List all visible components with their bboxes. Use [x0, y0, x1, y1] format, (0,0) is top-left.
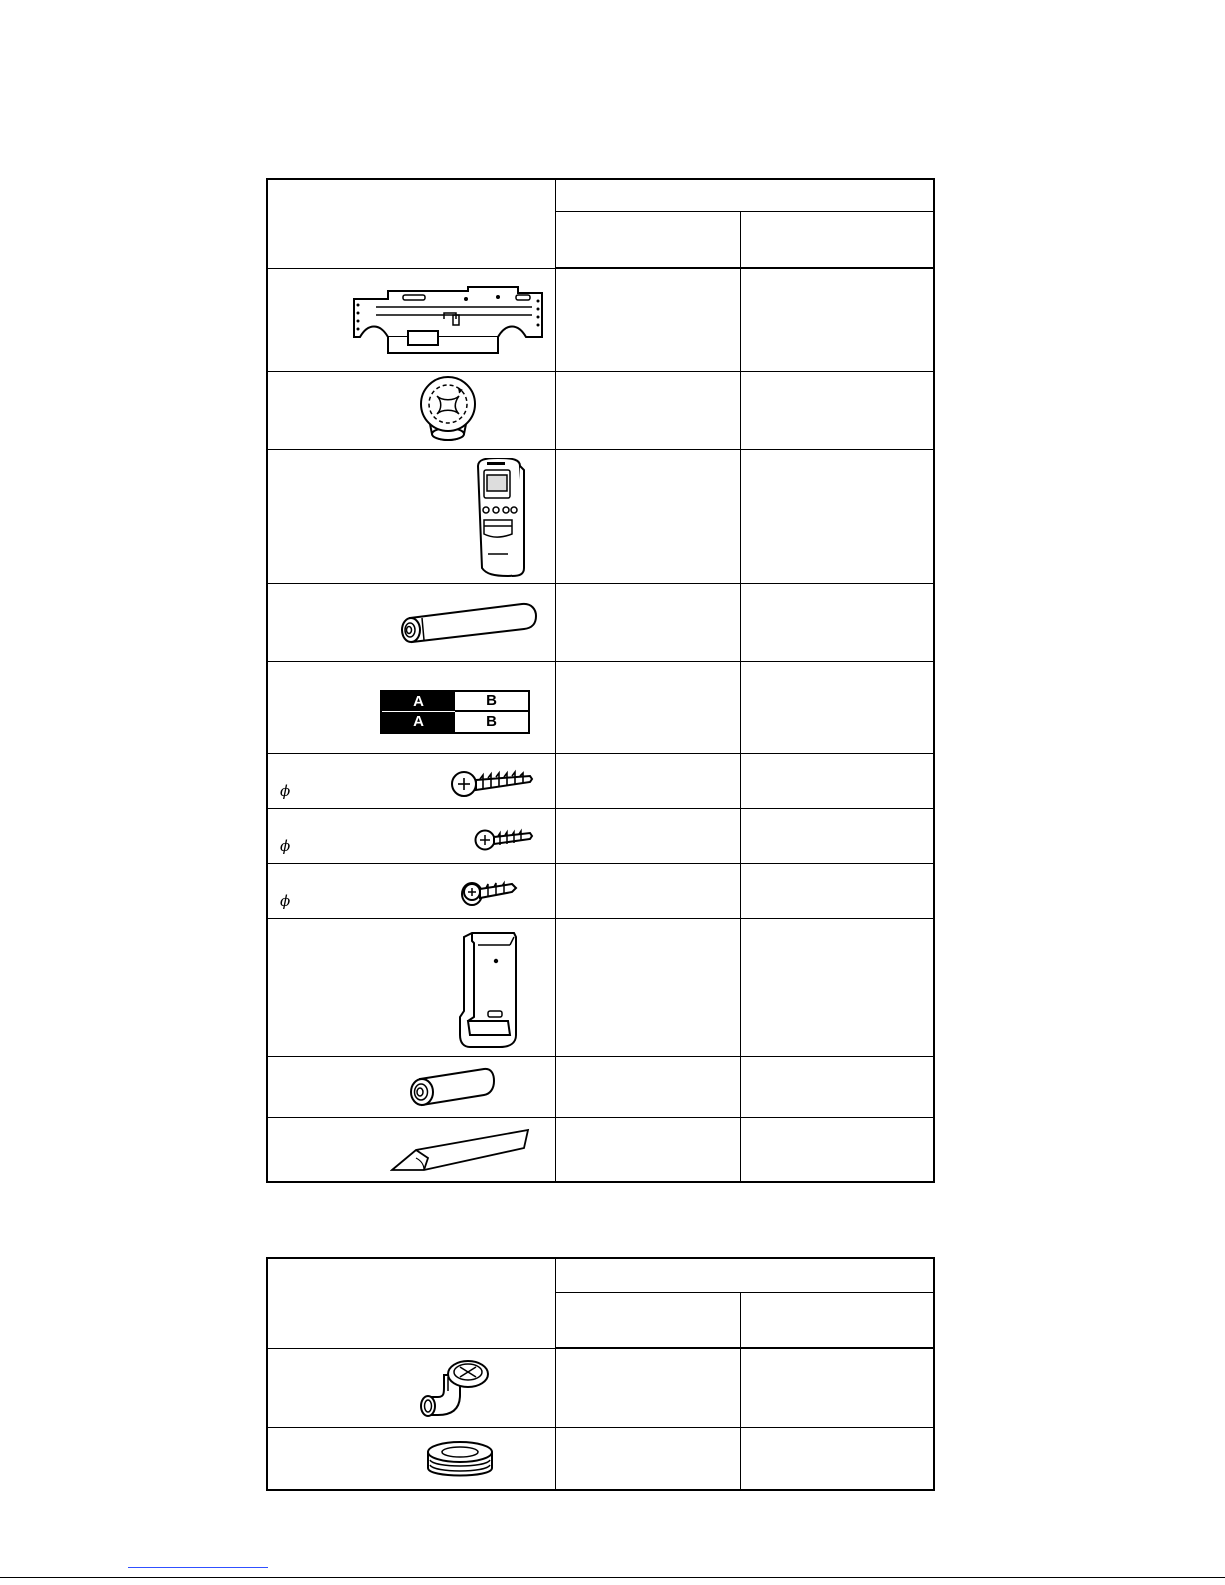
quantity-cell [555, 583, 740, 661]
part-cell [267, 1056, 555, 1117]
part-cell [267, 583, 555, 661]
part-cell [267, 918, 555, 1056]
header-part-name [267, 179, 555, 268]
quantity-cell [740, 583, 934, 661]
quantity-cell [555, 371, 740, 449]
drain-elbow-icon [418, 1357, 492, 1421]
drain-cap-icon [424, 1438, 496, 1484]
header-quantity-col-b [740, 1292, 934, 1348]
table-row [267, 371, 934, 449]
page-bottom-rule [0, 1577, 1225, 1578]
part-cell [267, 449, 555, 583]
table-row [267, 753, 934, 808]
diameter-symbol: ϕ [280, 836, 291, 855]
part-cell [267, 661, 555, 753]
insulation-roll-icon [408, 1067, 496, 1109]
quantity-cell [740, 753, 934, 808]
header-quantity-col-a [555, 211, 740, 268]
marking-label-b-top: B [455, 692, 528, 712]
quantity-cell [555, 1117, 740, 1182]
table-row [267, 1427, 934, 1490]
part-cell [267, 753, 555, 808]
quantity-cell [740, 661, 934, 753]
marking-label-a-top: A [382, 692, 455, 712]
part-cell [267, 1427, 555, 1490]
part-cell [267, 371, 555, 449]
long-screw-icon [450, 766, 534, 800]
optional-parts-table [266, 1257, 935, 1491]
quantity-cell [555, 1427, 740, 1490]
remote-holder-icon [454, 931, 520, 1051]
quantity-cell [740, 918, 934, 1056]
part-cell [267, 863, 555, 918]
table-row [267, 1348, 934, 1427]
header-quantity-col-b [740, 211, 934, 268]
header-quantity [555, 1258, 934, 1292]
marking-label-icon [380, 690, 530, 734]
footer-link-underline [128, 1567, 268, 1568]
installation-plate-icon [348, 285, 548, 357]
quantity-cell [555, 1348, 740, 1427]
table-row [267, 661, 934, 753]
quantity-cell [740, 1348, 934, 1427]
quantity-cell [555, 661, 740, 753]
table-row [267, 918, 934, 1056]
marking-label-b-bottom: B [455, 712, 528, 732]
quantity-cell [740, 808, 934, 863]
quantity-cell [555, 808, 740, 863]
quantity-cell [740, 268, 934, 371]
header-part-name [267, 1258, 555, 1348]
header-quantity-col-a [555, 1292, 740, 1348]
header-quantity [555, 179, 934, 211]
tapping-screw-icon [460, 874, 520, 908]
quantity-cell [740, 449, 934, 583]
diameter-symbol: ϕ [280, 891, 291, 910]
quantity-cell [740, 371, 934, 449]
table-row [267, 449, 934, 583]
table-row [267, 583, 934, 661]
remote-controller-icon [472, 458, 526, 578]
part-cell [267, 1117, 555, 1182]
quantity-cell [740, 1427, 934, 1490]
quantity-cell [740, 1056, 934, 1117]
table-row [267, 1117, 934, 1182]
table-row [267, 268, 934, 371]
quantity-cell [555, 449, 740, 583]
accessory-parts-table [266, 178, 935, 1183]
battery-icon [398, 602, 538, 646]
marking-label-a-bottom: A [382, 712, 455, 732]
quantity-cell [555, 753, 740, 808]
table-row [267, 808, 934, 863]
quantity-cell [555, 918, 740, 1056]
quantity-cell [740, 863, 934, 918]
part-cell [267, 1348, 555, 1427]
quantity-cell [555, 1056, 740, 1117]
adhesive-tape-icon [390, 1128, 530, 1174]
short-screw-icon [474, 823, 534, 853]
pipe-hole-cover-icon [412, 376, 484, 444]
table-row [267, 863, 934, 918]
quantity-cell [555, 268, 740, 371]
quantity-cell [740, 1117, 934, 1182]
diameter-symbol: ϕ [280, 781, 291, 800]
part-cell [267, 268, 555, 371]
table-row [267, 1056, 934, 1117]
part-cell [267, 808, 555, 863]
quantity-cell [555, 863, 740, 918]
